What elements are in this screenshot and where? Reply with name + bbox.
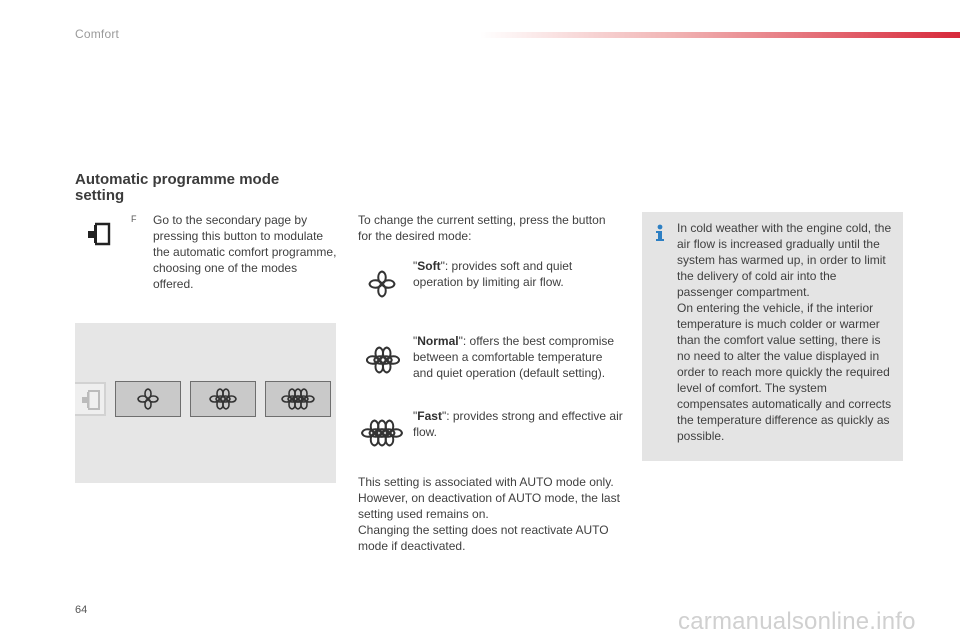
info-box bbox=[642, 212, 903, 461]
info-text bbox=[677, 220, 892, 444]
header-accent-bar bbox=[480, 32, 960, 38]
mode-soft-name: Soft bbox=[417, 259, 441, 273]
illustration-fast-button bbox=[265, 381, 331, 417]
mode-normal-description: "Normal": offers the best compromise between a comfortable temperature and quiet operation (default setting). bbox=[413, 334, 615, 380]
fan-normal-icon bbox=[208, 387, 238, 411]
header-title: Comfort bbox=[75, 27, 120, 41]
illustration-back-button bbox=[75, 382, 106, 416]
fan-normal-icon bbox=[366, 346, 400, 374]
fan-fast-icon bbox=[280, 387, 316, 411]
illustration-soft-button bbox=[115, 381, 181, 417]
auto-mode-notes bbox=[358, 474, 623, 554]
page-number: 64 bbox=[75, 604, 88, 616]
mode-fast-description: "Fast": provides strong and effective air flow. bbox=[413, 409, 623, 439]
mode-fast-name: Fast bbox=[417, 409, 442, 423]
fan-soft-icon bbox=[368, 270, 396, 298]
reactivation-note: Changing the setting does not reactivate AUTO mode if deactivated. bbox=[358, 523, 609, 553]
illustration-normal-button bbox=[190, 381, 256, 417]
info-paragraph-2: On entering the vehicle, if the interior temperature is much colder or warmer than the comfort value setting, there is no need to alter the value displayed in order to reach more quickly the required level of comfort. The system compensates automatically and corrects the temperature difference as quickly as possible. bbox=[677, 301, 892, 443]
auto-association-note: This setting is associated with AUTO mode only. However, on deactivation of AUTO mode, the last setting used remains on. bbox=[358, 475, 620, 521]
change-setting-intro: To change the current setting, press the button for the desired mode: bbox=[358, 213, 606, 243]
fan-soft-icon bbox=[136, 387, 160, 411]
mode-buttons-illustration bbox=[75, 323, 336, 483]
menu-return-icon bbox=[85, 222, 111, 246]
section-title: Automatic programme mode setting bbox=[75, 171, 280, 204]
fan-fast-icon bbox=[361, 419, 403, 447]
instruction-text: Go to the secondary page by pressing this button to modulate the automatic comfort programme, choosing one of the modes offered. bbox=[153, 213, 337, 291]
watermark: carmanualsonline.info bbox=[678, 608, 916, 635]
info-paragraph-1: In cold weather with the engine cold, the air flow is increased gradually until the system has warmed up, in order to limit the delivery of cold air into the passenger compartment. bbox=[677, 221, 892, 299]
bullet-marker: F bbox=[131, 214, 137, 224]
info-icon bbox=[654, 224, 666, 242]
mode-normal-name: Normal bbox=[417, 334, 459, 348]
mode-soft-description: "Soft": provides soft and quiet operation by limiting air flow. bbox=[413, 259, 573, 289]
